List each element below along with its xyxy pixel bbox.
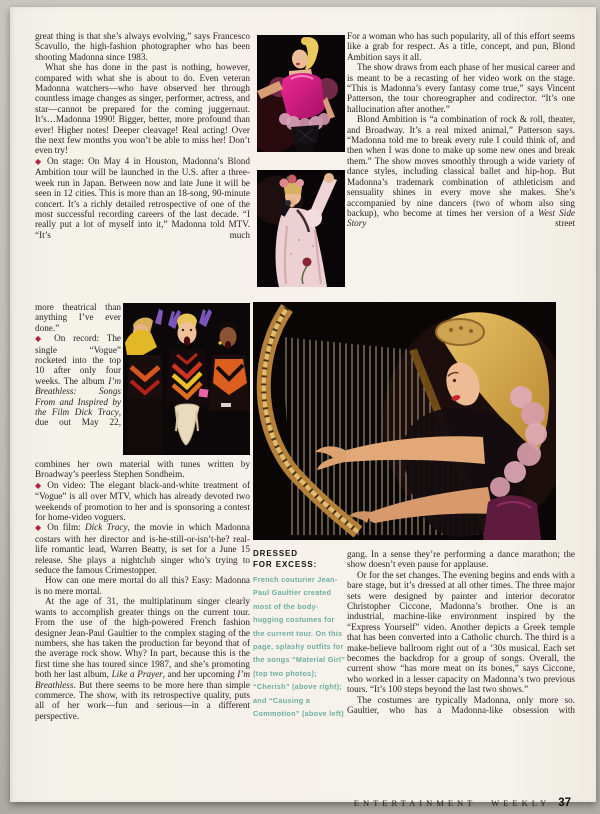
text-run: On film: — [47, 522, 85, 533]
paragraph — [35, 522, 250, 575]
text-run: The costumes are typically Madonna, only more so. Gaultier, who has a Madonna-like obsession with — [347, 694, 575, 716]
page-footer — [354, 797, 571, 809]
text-run: Or for the set changes. The evening begins and ends with a bare stage, but it’s dressed at all other times. The three major sets were designed by painter and interior decorator Christopher Ciccone, Madonna’s brother. One is an industrial, machine-like environment inspired by the “Express Yourself” video. Another depicts a Greek temple that has been converted into a Catholic church. The third is a make-believe ballroom right out of a ’30s musical. Each set becomes the backdrop for a group of songs. Overall, the current show “has more meat on its bones,” says Ciccone, who worked in a lesser capacity on Madonna’s two previous tours. “It’s 100 steps beyond the last two shows.” — [347, 569, 575, 695]
paragraph — [347, 31, 575, 62]
paragraph — [35, 62, 250, 156]
right-column-text-top — [347, 31, 575, 303]
paragraph — [35, 156, 250, 240]
paragraph — [347, 114, 575, 228]
photo-material-girl-1-art — [257, 35, 345, 152]
left-column-text-narrow — [35, 302, 121, 457]
right-column-text-bottom — [347, 549, 575, 787]
photo-material-girl-2-art — [257, 170, 345, 287]
text-run: How can one mere mortal do all this? Easy: Madonna is no mere mortal. — [35, 575, 250, 596]
photo-cherish-harp — [253, 302, 556, 540]
text-run: great thing is that she’s always evolving,” says Francesco Scavullo, the high-fashion photographer who has been shooting Madonna since 1983. — [35, 31, 250, 62]
page-number: 37 — [558, 797, 571, 809]
text-run: . But there seems to be more here than simple commerce. The show, with its retrospective quality, puts all of her work—fun and serious—in a different perspective. — [35, 679, 250, 721]
left-column-text-top — [35, 31, 250, 303]
photo-causing-a-commotion-art — [123, 303, 250, 455]
caption-heading-line1: DRESSED — [253, 549, 298, 558]
paragraph — [347, 695, 575, 716]
photo-causing-a-commotion — [123, 303, 250, 455]
paragraph — [347, 570, 575, 695]
text-run: , and her upcoming — [162, 669, 238, 680]
text-run: On video: The elegant black-and-white treatment of “Vogue” is all over MTV, which has already devoted two weekends of promotion to her and is sponsoring a contest for home-video voguers. — [35, 479, 250, 523]
paragraph — [35, 333, 121, 428]
italic-run: Like a Prayer — [111, 669, 163, 680]
text-run: street — [366, 218, 575, 229]
caption-heading-line2: FOR EXCESS: — [253, 560, 318, 569]
magazine-page — [10, 7, 596, 809]
paragraph — [347, 549, 575, 570]
paragraph — [35, 596, 250, 721]
paragraph — [35, 459, 250, 480]
text-run: , due out May 22, — [35, 407, 121, 428]
bullet-diamond: ◆ — [35, 334, 55, 344]
bullet-diamond: ◆ — [35, 523, 48, 533]
caption-body: French couturier Jean-Paul Gaultier created most of the body-hugging costumes for the current tour. On this page, splashy outfits for the songs “Material Girl” (top two photos); “Cherish” (above right); and “Causing a Commotion” (above left) — [253, 575, 346, 719]
paragraph — [35, 480, 250, 523]
italic-run: I’m Breathless: Songs From and Inspired by the Film Dick Tracy — [35, 375, 121, 418]
text-run: The show draws from each phase of her musical career and is meant to be a recasting of her video work on the stage. “This is Madonna’s every fantasy come true,” says Vincent Patterson, the tour choreographer and codirector. “It’s one hallucination after another.” — [347, 62, 575, 114]
text-run: On stage: On May 4 in Houston, Madonna’s Blond Ambition tour will be launched in the U.S. after a three-week run in Japan. Between now and late June it will be seen in 12 cities. This is more than an 18-song, 90-minute concert. It’s a richly detailed retrospective of one of the most successful recording careers of the last decade. “I really put a lot of myself into it,” Madonna told MTV. “It’s much — [35, 155, 250, 240]
left-column-text-bottom — [35, 459, 250, 779]
bullet-diamond: ◆ — [35, 156, 48, 166]
paragraph — [35, 302, 121, 333]
paragraph — [347, 62, 575, 114]
text-run: , the movie in which Madonna costars with her director and is-he-still-or-isn’t-he? real-life romantic lead, Warren Beatty, is set for a June 15 release. She plays a nightclub singer who’s trying to seduce the famous Crimestopper. — [35, 522, 250, 576]
italic-run: West Side Story — [347, 207, 575, 229]
text-run: On record: The single “Vogue” rocketed into the top 10 after only four weeks. The album — [35, 333, 121, 386]
text-run: At the age of 31, the multiplatinum singer clearly wants to accomplish greater things on the current tour. From the use of the high-powered French fashion designer Jean-Paul Gaultier to the complex staging of the numbers, she has taken the production far beyond that of the average rock show. Why? In part, because this is the first time she has toured since 1987, and she’s promoting both her last album, — [35, 596, 250, 680]
magazine-name: ENTERTAINMENT WEEKLY — [353, 798, 551, 808]
photo-material-girl-1 — [257, 35, 345, 152]
bullet-diamond: ◆ — [35, 480, 48, 490]
italic-run: I’m Breathless — [35, 669, 250, 690]
text-run: gang. In a sense they’re performing a dance marathon; the show doesn’t even pause for applause. — [347, 549, 575, 570]
text-run: Blond Ambition is “a combination of rock & roll, theater, and Broadway. It’s a real mixed animal,” Patterson says. “Madonna told me to break every rule I could think of, and then when I was done to make up some new ones and break them.” The show moves smoothly through a wide variety of dance styles, including classical ballet and hip-hop. But Madonna’s trademark combination of athleticism and sensuality shines in every move she makes. She’s accompanied by nine dancers (two of whom also sing backup), who become at times her version of a — [347, 114, 575, 218]
italic-run: Dick Tracy — [84, 522, 128, 533]
text-run: For a woman who has such popularity, all of this effort seems like a grab for respect. As a title, concept, and pun, Blond Ambition says it all. — [347, 31, 575, 62]
text-run: combines her own material with tunes written by Broadway’s peerless Stephen Sondheim. — [35, 459, 250, 480]
paragraph — [35, 575, 250, 596]
text-run: What she has done in the past is nothing, however, compared with what she is about to do. Even veteran Madonna watchers—who have observed her through countless image changes as singer, performer, actress, and star—cannot be prepared for the coming juggernaut. It’s…Madonna 1990! Bigger, better, more profound than ever! Higher notes! Deeper cleavage! Real acting! Over the next few months you won’t be able to miss her! Don’t even try! — [35, 62, 250, 156]
photo-cherish-harp-art — [253, 302, 556, 540]
photo-material-girl-2 — [257, 170, 345, 287]
photo-caption — [253, 548, 347, 758]
text-run: more theatrical than anything I’ve ever done.” — [35, 302, 121, 333]
paragraph — [35, 31, 250, 62]
